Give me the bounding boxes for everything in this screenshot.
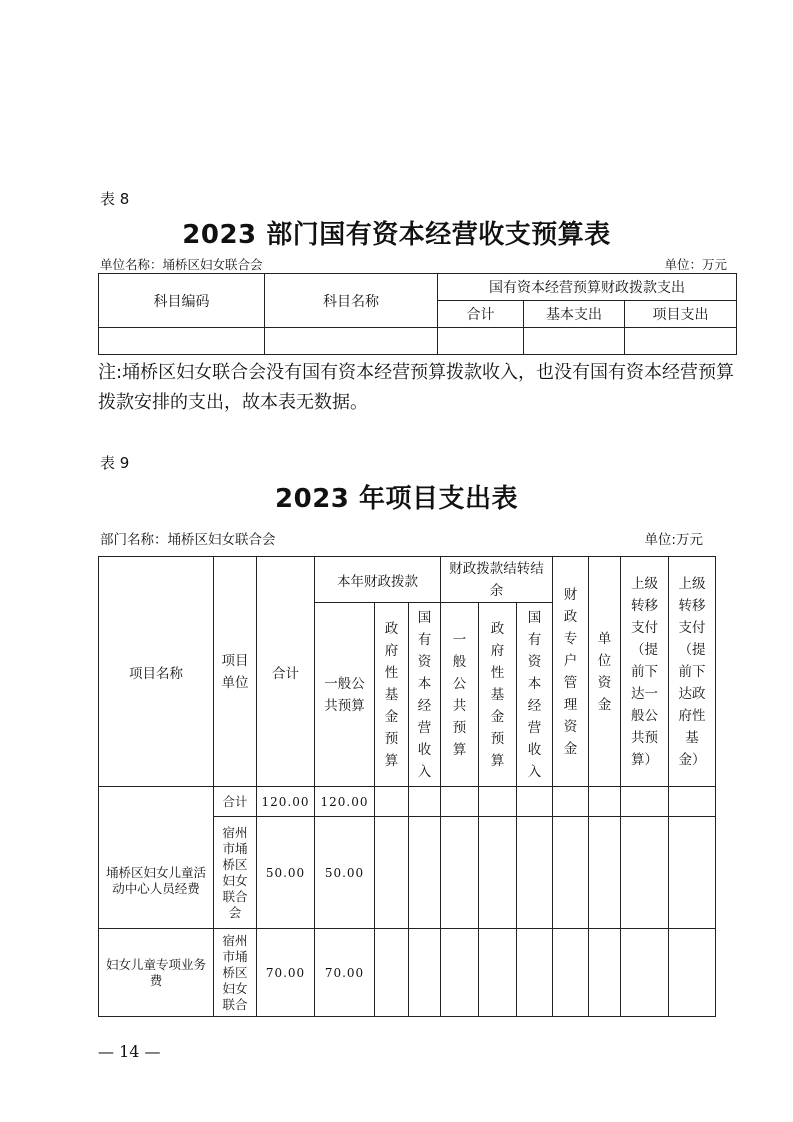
header-transfer-general: 上级转移支付（提前下达一般公共预算） bbox=[621, 557, 669, 787]
header-carryover: 财政拨款结转结余 bbox=[441, 557, 553, 603]
table9-title: 2023 年项目支出表 bbox=[275, 484, 518, 514]
header-current-year: 本年财政拨款 bbox=[315, 557, 441, 603]
table8-unit: 单位：万元 bbox=[664, 257, 727, 272]
header-group: 国有资本经营预算财政拨款支出 bbox=[438, 274, 737, 301]
header-name: 科目名称 bbox=[265, 274, 438, 328]
header-carry-state-capital: 国有资本经营收入 bbox=[517, 603, 553, 787]
table8 bbox=[98, 273, 737, 355]
row-project: 埇桥区妇女儿童活动中心人员经费 bbox=[99, 787, 214, 929]
table-row bbox=[99, 929, 716, 1017]
row-total: 50.00 bbox=[257, 817, 315, 929]
row-total: 120.00 bbox=[257, 787, 315, 817]
header-project-unit: 项目单位 bbox=[214, 557, 257, 787]
header-general-budget: 一般公共预算 bbox=[315, 603, 375, 787]
header-transfer-gov-fund: 上级转移支付（提前下达政府性基金） bbox=[669, 557, 716, 787]
table8-note: 注:埇桥区妇女联合会没有国有资本经营预算拨款收入，也没有国有资本经营预算拨款安排的支出，故本表无数据。 bbox=[98, 362, 735, 413]
table8-label: 表 8 bbox=[100, 190, 130, 208]
table8-unit-name: 单位名称：埇桥区妇女联合会 bbox=[100, 257, 263, 272]
row-general: 70.00 bbox=[315, 929, 375, 1017]
table9 bbox=[98, 556, 716, 1017]
header-total: 合计 bbox=[257, 557, 315, 787]
header-project: 项目支出 bbox=[625, 301, 737, 328]
header-special-account: 财政专户管理资金 bbox=[553, 557, 589, 787]
header-project-name: 项目名称 bbox=[99, 557, 214, 787]
table8-title: 2023 部门国有资本经营收支预算表 bbox=[182, 220, 611, 250]
header-total: 合计 bbox=[438, 301, 524, 328]
header-code: 科目编码 bbox=[99, 274, 265, 328]
header-carry-general: 一般公共预算 bbox=[441, 603, 479, 787]
row-unit: 合计 bbox=[214, 787, 257, 817]
header-state-capital: 国有资本经营收入 bbox=[409, 603, 441, 787]
row-unit: 宿州市埇桥区妇女联合会 bbox=[214, 817, 257, 929]
page-number: — 14 — bbox=[98, 1042, 161, 1061]
row-general: 120.00 bbox=[315, 787, 375, 817]
table-row bbox=[99, 328, 737, 355]
row-unit: 宿州市埇桥区妇女联合 bbox=[214, 929, 257, 1017]
table9-label: 表 9 bbox=[100, 454, 130, 472]
table9-unit: 单位:万元 bbox=[644, 532, 703, 548]
header-basic: 基本支出 bbox=[524, 301, 625, 328]
row-project: 妇女儿童专项业务费 bbox=[99, 929, 214, 1017]
table-row bbox=[99, 787, 716, 817]
table9-dept-name: 部门名称：埇桥区妇女联合会 bbox=[100, 532, 276, 548]
header-unit-funds: 单位资金 bbox=[589, 557, 621, 787]
row-total: 70.00 bbox=[257, 929, 315, 1017]
header-carry-gov-fund: 政府性基金预算 bbox=[479, 603, 517, 787]
header-gov-fund: 政府性基金预算 bbox=[375, 603, 409, 787]
row-general: 50.00 bbox=[315, 817, 375, 929]
